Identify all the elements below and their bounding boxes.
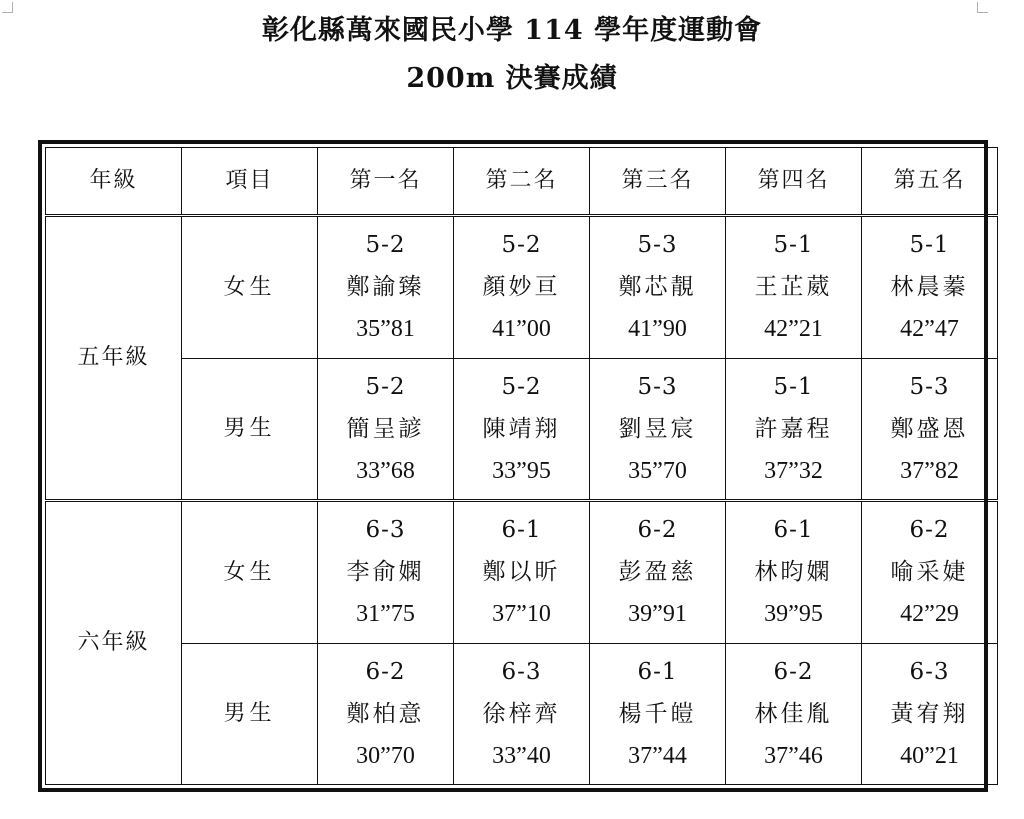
entry-class: 6-3 xyxy=(909,658,950,685)
entry-class: 5-2 xyxy=(501,232,542,259)
entry-time: 35”81 xyxy=(356,316,415,343)
entry-class: 6-2 xyxy=(909,517,950,544)
entry-class: 6-2 xyxy=(773,658,814,685)
result-cell xyxy=(590,358,726,501)
header-rank-5: 第五名 xyxy=(862,148,998,216)
result-cell xyxy=(318,501,454,644)
table-row xyxy=(46,216,998,359)
entry-name: 林佳胤 xyxy=(754,700,833,727)
entry-class: 6-2 xyxy=(637,517,678,544)
entry-class: 5-3 xyxy=(637,232,678,259)
entry-name: 徐梓齊 xyxy=(482,700,561,727)
entry-time: 42”21 xyxy=(764,316,823,343)
entry-class: 5-3 xyxy=(909,373,950,400)
document-title: 彰化縣萬來國民小學 114 學年度運動會 xyxy=(261,15,763,46)
entry-name: 顏妙亘 xyxy=(482,274,561,301)
entry-name: 林晨蓁 xyxy=(890,274,969,301)
entry-time: 31”75 xyxy=(356,601,415,628)
entry-time: 42”29 xyxy=(900,601,959,628)
header-rank-1: 第一名 xyxy=(318,148,454,216)
result-cell xyxy=(862,643,998,784)
result-cell xyxy=(318,358,454,501)
entry-class: 5-2 xyxy=(365,373,406,400)
entry-time: 33”95 xyxy=(492,457,551,484)
header-rank-4: 第四名 xyxy=(726,148,862,216)
entry-name: 鄭以昕 xyxy=(482,559,561,586)
entry-class: 6-1 xyxy=(637,658,678,685)
table-header-row xyxy=(46,148,998,216)
table-row xyxy=(46,358,998,501)
entry-class: 5-1 xyxy=(773,373,814,400)
entry-name: 鄭柏意 xyxy=(346,700,425,727)
entry-class: 6-2 xyxy=(365,658,406,685)
entry-class: 5-2 xyxy=(365,232,406,259)
header-grade: 年級 xyxy=(46,148,182,216)
result-cell xyxy=(726,358,862,501)
entry-class: 5-1 xyxy=(773,232,814,259)
entry-name: 李俞嫻 xyxy=(346,559,425,586)
entry-time: 37”10 xyxy=(492,601,551,628)
result-cell xyxy=(318,216,454,359)
entry-class: 6-3 xyxy=(365,517,406,544)
entry-time: 35”70 xyxy=(628,457,687,484)
entry-time: 39”91 xyxy=(628,601,687,628)
entry-time: 37”44 xyxy=(628,742,687,769)
entry-name: 劉昱宸 xyxy=(618,415,697,442)
event-cell: 男生 xyxy=(182,643,318,784)
entry-class: 5-3 xyxy=(637,373,678,400)
grade-cell: 六年級 xyxy=(46,501,182,785)
entry-class: 5-1 xyxy=(909,232,950,259)
table-row xyxy=(46,643,998,784)
entry-time: 37”82 xyxy=(900,457,959,484)
result-cell xyxy=(862,358,998,501)
results-table-frame xyxy=(38,140,988,792)
entry-time: 41”00 xyxy=(492,316,551,343)
entry-name: 黃宥翔 xyxy=(890,700,969,727)
table-row xyxy=(46,501,998,644)
result-cell xyxy=(726,216,862,359)
entry-name: 陳靖翔 xyxy=(482,415,561,442)
entry-name: 鄭芯靚 xyxy=(618,274,697,301)
result-cell xyxy=(862,501,998,644)
entry-name: 喻采婕 xyxy=(890,559,969,586)
entry-time: 37”46 xyxy=(764,742,823,769)
entry-class: 6-1 xyxy=(501,517,542,544)
result-cell xyxy=(726,501,862,644)
result-cell xyxy=(862,216,998,359)
result-cell xyxy=(454,216,590,359)
grade-cell: 五年級 xyxy=(46,216,182,501)
results-table xyxy=(45,147,998,785)
entry-time: 41”90 xyxy=(628,316,687,343)
entry-class: 5-2 xyxy=(501,373,542,400)
result-cell xyxy=(590,501,726,644)
result-cell xyxy=(454,501,590,644)
result-cell xyxy=(318,643,454,784)
entry-name: 楊千皚 xyxy=(618,700,697,727)
entry-name: 簡呈諺 xyxy=(346,415,425,442)
event-cell: 女生 xyxy=(182,216,318,359)
entry-time: 40”21 xyxy=(900,742,959,769)
entry-name: 許嘉程 xyxy=(754,415,833,442)
event-cell: 女生 xyxy=(182,501,318,644)
entry-name: 鄭盛恩 xyxy=(890,415,969,442)
entry-time: 39”95 xyxy=(764,601,823,628)
entry-time: 33”68 xyxy=(356,457,415,484)
entry-name: 鄭諭臻 xyxy=(346,274,425,301)
header-rank-3: 第三名 xyxy=(590,148,726,216)
entry-name: 林昀嫻 xyxy=(754,559,833,586)
entry-time: 30”70 xyxy=(356,742,415,769)
entry-class: 6-1 xyxy=(773,517,814,544)
header-event: 項目 xyxy=(182,148,318,216)
result-cell xyxy=(590,216,726,359)
entry-name: 彭盈慈 xyxy=(618,559,697,586)
entry-time: 37”32 xyxy=(764,457,823,484)
document-subtitle: 200m 決賽成績 xyxy=(406,63,618,94)
result-cell xyxy=(726,643,862,784)
entry-time: 42”47 xyxy=(900,316,959,343)
entry-time: 33”40 xyxy=(492,742,551,769)
event-cell: 男生 xyxy=(182,358,318,501)
result-cell xyxy=(590,643,726,784)
result-cell xyxy=(454,643,590,784)
result-cell xyxy=(454,358,590,501)
entry-class: 6-3 xyxy=(501,658,542,685)
entry-name: 王芷葳 xyxy=(754,274,833,301)
header-rank-2: 第二名 xyxy=(454,148,590,216)
